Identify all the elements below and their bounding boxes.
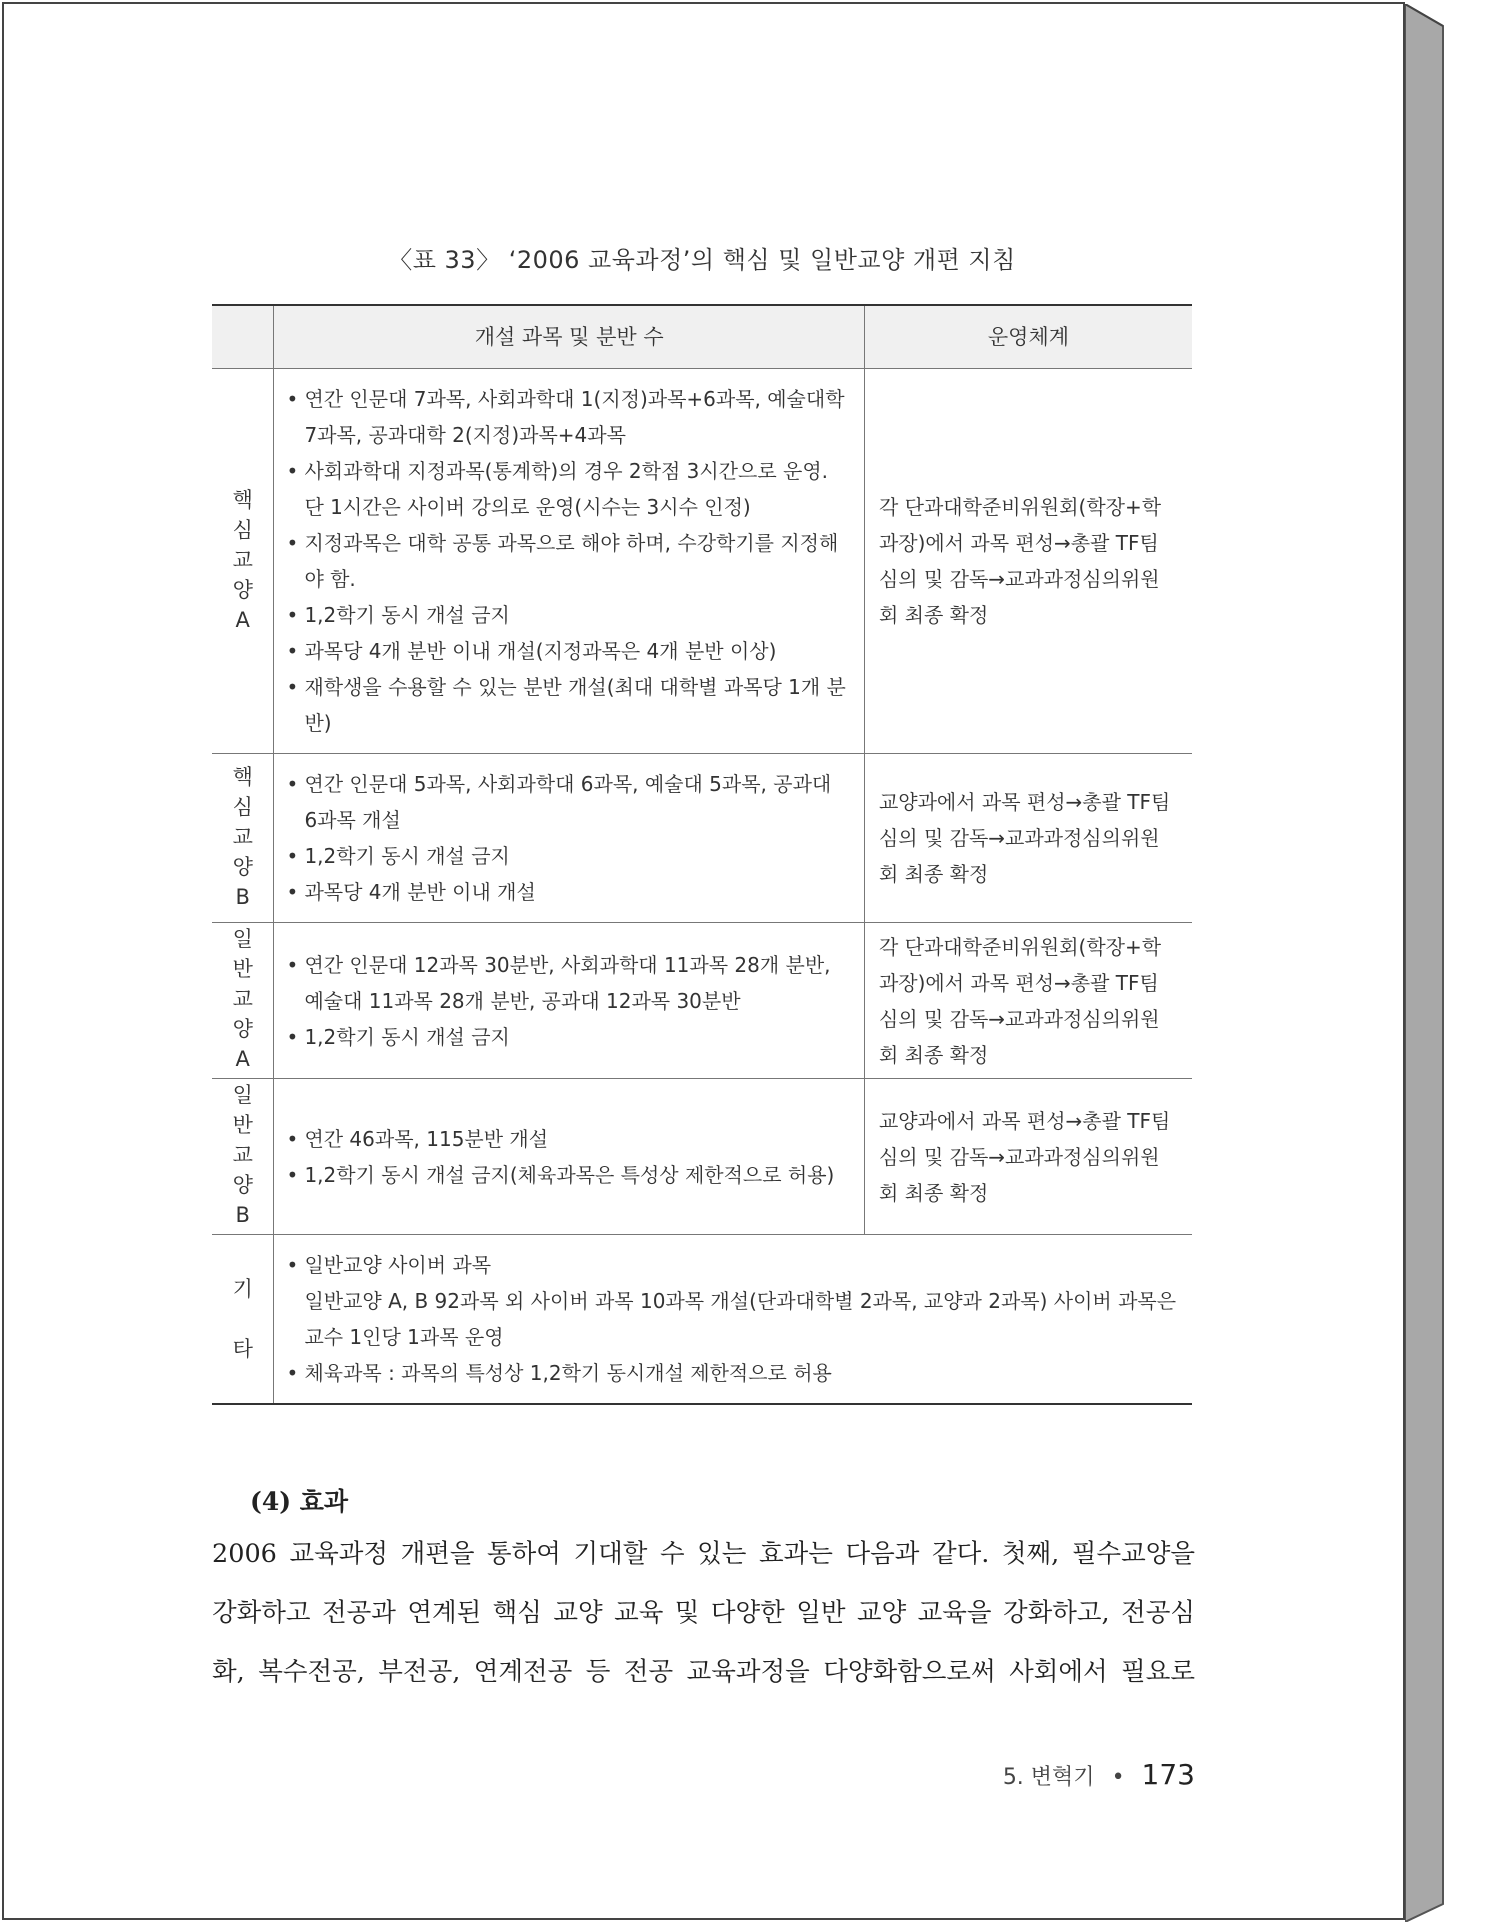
header-operation: 운영체계	[864, 305, 1192, 369]
list-item: • 1,2학기 동시 개설 금지	[286, 597, 850, 633]
etc-content	[274, 1235, 1192, 1405]
list-item: • 체육과목 : 과목의 특성상 1,2학기 동시개설 제한적으로 허용	[286, 1355, 1178, 1391]
chapter-label: 5. 변혁기	[1002, 1765, 1095, 1790]
list-item: • 1,2학기 동시 개설 금지	[286, 838, 850, 874]
operation-core-a: 각 단과대학준비위원회(학장+학과장)에서 과목 편성→총괄 TF팀 심의 및 감독→교과과정심의위원회 최종 확정	[864, 369, 1192, 754]
operation-general-b: 교양과에서 과목 편성→총괄 TF팀 심의 및 감독→교과과정심의위원회 최종 확정	[864, 1079, 1192, 1235]
operation-general-a: 각 단과대학준비위원회(학장+학과장)에서 과목 편성→총괄 TF팀 심의 및 감독→교과과정심의위원회 최종 확정	[864, 923, 1192, 1079]
list-item: • 1,2학기 동시 개설 금지(체육과목은 특성상 제한적으로 허용)	[286, 1157, 850, 1193]
table-row-general-a	[212, 923, 1192, 1079]
table-caption: 〈표 33〉 ‘2006 교육과정’의 핵심 및 일반교양 개편 지침	[388, 246, 1016, 274]
operation-core-b: 교양과에서 과목 편성→총괄 TF팀 심의 및 감독→교과과정심의위원회 최종 확정	[864, 754, 1192, 923]
header-label-cell	[212, 305, 274, 369]
list-item: • 연간 46과목, 115분반 개설	[286, 1121, 850, 1157]
footer-bullet: •	[1111, 1765, 1125, 1790]
body-paragraph	[212, 1525, 1195, 1702]
list-item: • 연간 인문대 12과목 30분반, 사회과학대 11과목 28개 분반, 예술대 11과목 28개 분반, 공과대 12과목 30분반	[286, 947, 850, 1019]
table-row-etc	[212, 1235, 1192, 1405]
list-item: • 연간 인문대 7과목, 사회과학대 1(지정)과목+6과목, 예술대학 7과목, 공과대학 2(지정)과목+4과목	[286, 381, 850, 453]
open-courses-general-b	[274, 1079, 865, 1235]
row-label-core-b: 핵심교양B	[212, 754, 274, 923]
table-row-general-b	[212, 1079, 1192, 1235]
table-header-row	[212, 305, 1192, 369]
body-line: 2006 교육과정 개편을 통하여 기대할 수 있는 효과는 다음과 같다. 첫째, 필수교양을	[212, 1539, 1195, 1569]
row-label-core-a: 핵심교양A	[212, 369, 274, 754]
page-stack-edge	[1405, 4, 1455, 1922]
list-item: • 일반교양 사이버 과목	[286, 1247, 1178, 1283]
table-row-core-b	[212, 754, 1192, 923]
table-row-core-a	[212, 369, 1192, 754]
list-item: • 재학생을 수용할 수 있는 분반 개설(최대 대학별 과목당 1개 분반)	[286, 669, 850, 741]
section-heading: (4) 효과	[250, 1487, 349, 1516]
reform-guideline-table	[212, 304, 1192, 1405]
row-label-general-a: 일반교양A	[212, 923, 274, 1079]
list-item: • 과목당 4개 분반 이내 개설	[286, 874, 850, 910]
row-label-etc: 기타	[212, 1235, 274, 1405]
open-courses-core-a	[274, 369, 865, 754]
list-item: • 1,2학기 동시 개설 금지	[286, 1019, 850, 1055]
page-footer	[1003, 1758, 1195, 1791]
list-item: • 과목당 4개 분반 이내 개설(지정과목은 4개 분반 이상)	[286, 633, 850, 669]
header-open-courses: 개설 과목 및 분반 수	[274, 305, 865, 369]
open-courses-general-a	[274, 923, 865, 1079]
list-item: • 사회과학대 지정과목(통계학)의 경우 2학점 3시간으로 운영. 단 1시간은 사이버 강의로 운영(시수는 3시수 인정)	[286, 453, 850, 525]
body-line: 강화하고 전공과 연계된 핵심 교양 교육 및 다양한 일반 교양 교육을 강화하고, 전공심	[212, 1598, 1195, 1628]
open-courses-core-b	[274, 754, 865, 923]
row-label-general-b: 일반교양B	[212, 1079, 274, 1235]
page-number: 173	[1141, 1758, 1195, 1791]
list-item: • 지정과목은 대학 공통 과목으로 해야 하며, 수강학기를 지정해야 함.	[286, 525, 850, 597]
list-item: • 연간 인문대 5과목, 사회과학대 6과목, 예술대 5과목, 공과대 6과목 개설	[286, 766, 850, 838]
body-line: 화, 복수전공, 부전공, 연계전공 등 전공 교육과정을 다양화함으로써 사회에서 필요로	[212, 1657, 1195, 1687]
etc-cyber-detail: 일반교양 A, B 92과목 외 사이버 과목 10과목 개설(단과대학별 2과목, 교양과 2과목) 사이버 과목은 교수 1인당 1과목 운영	[304, 1289, 1177, 1349]
